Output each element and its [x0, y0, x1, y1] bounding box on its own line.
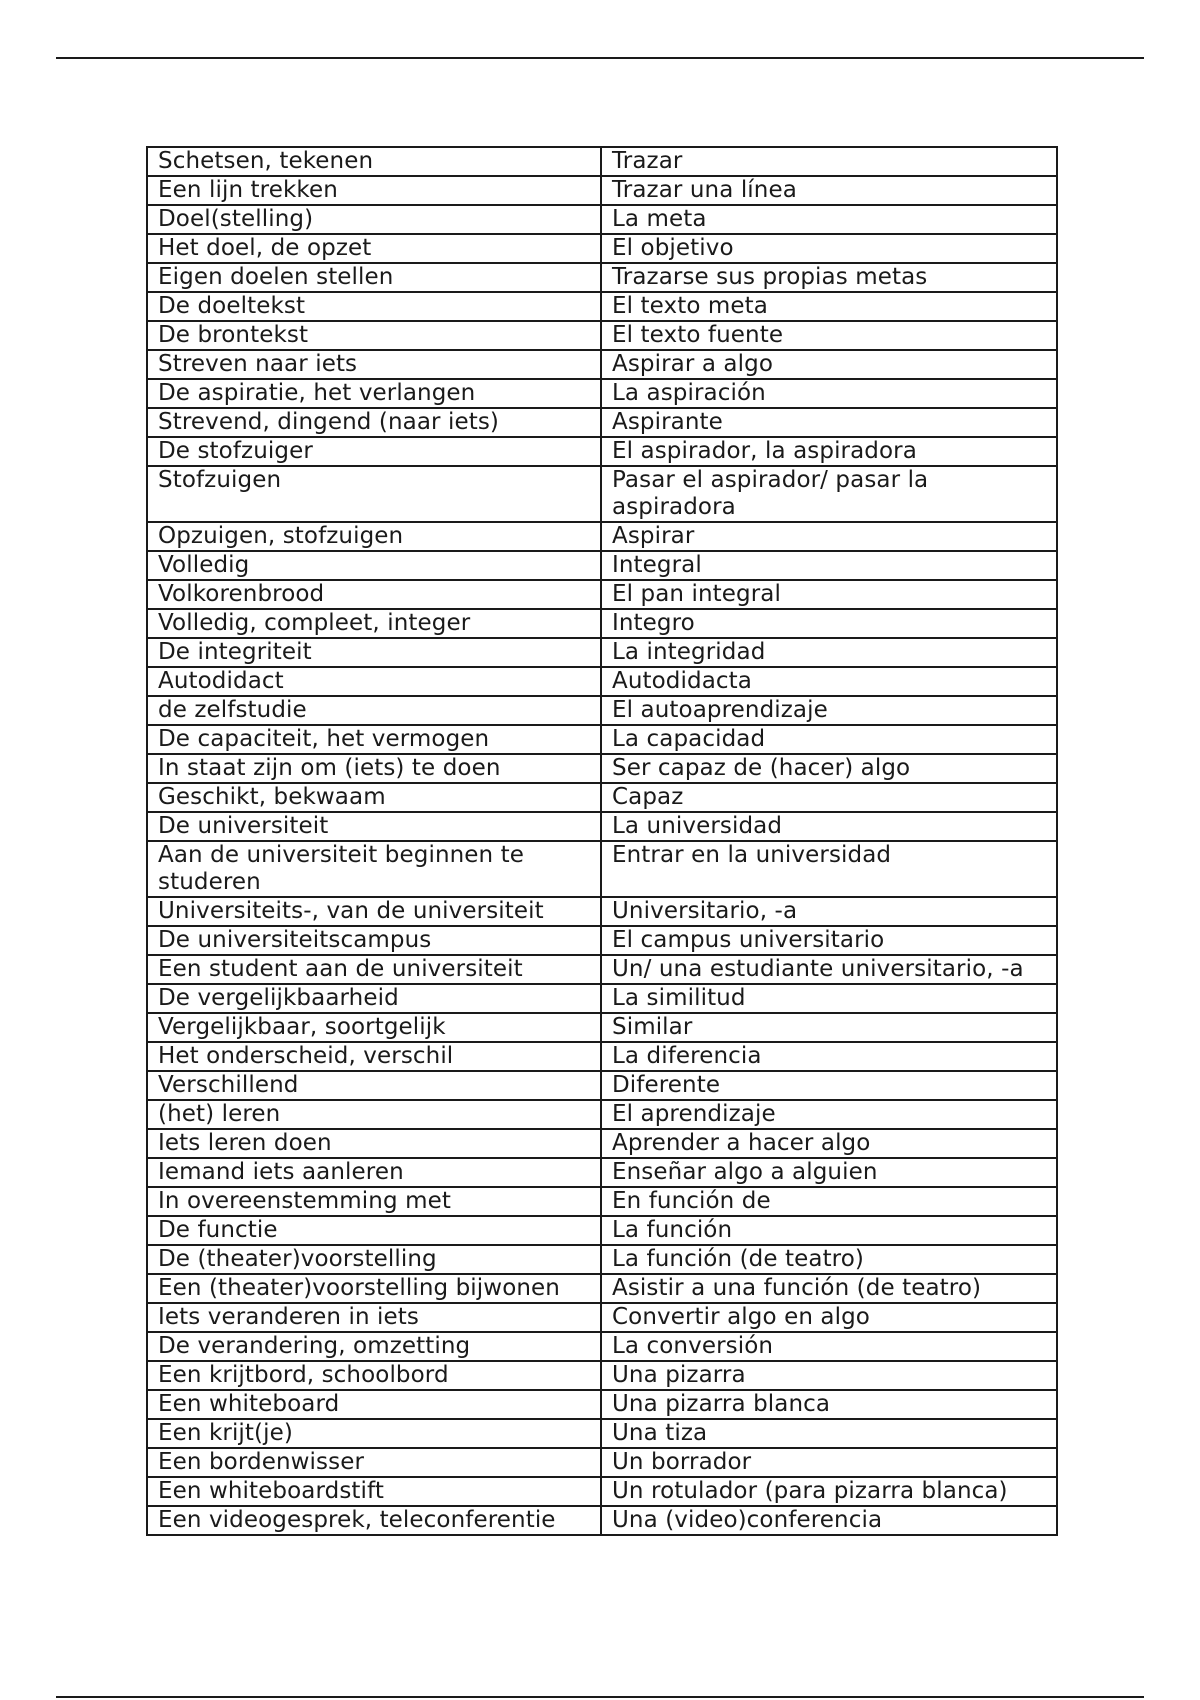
- spanish-term: La integridad: [601, 638, 1057, 667]
- dutch-term: Schetsen, tekenen: [147, 147, 601, 176]
- dutch-term: Een (theater)voorstelling bijwonen: [147, 1274, 601, 1303]
- table-row: [147, 1013, 1057, 1042]
- dutch-term: (het) leren: [147, 1100, 601, 1129]
- dutch-term: De integriteit: [147, 638, 601, 667]
- spanish-term: Aprender a hacer algo: [601, 1129, 1057, 1158]
- dutch-term: Universiteits-, van de universiteit: [147, 897, 601, 926]
- dutch-term: Autodidact: [147, 667, 601, 696]
- spanish-term: Integral: [601, 551, 1057, 580]
- table-row: [147, 1390, 1057, 1419]
- spanish-term: Una pizarra blanca: [601, 1390, 1057, 1419]
- dutch-term: De verandering, omzetting: [147, 1332, 601, 1361]
- spanish-term: Capaz: [601, 783, 1057, 812]
- table-row: [147, 1361, 1057, 1390]
- spanish-term: La capacidad: [601, 725, 1057, 754]
- dutch-term: De brontekst: [147, 321, 601, 350]
- dutch-term: Een bordenwisser: [147, 1448, 601, 1477]
- table-row: [147, 321, 1057, 350]
- table-row: [147, 205, 1057, 234]
- spanish-term: Ser capaz de (hacer) algo: [601, 754, 1057, 783]
- table-row: [147, 897, 1057, 926]
- dutch-term: Het onderscheid, verschil: [147, 1042, 601, 1071]
- spanish-term: La conversión: [601, 1332, 1057, 1361]
- spanish-term: Convertir algo en algo: [601, 1303, 1057, 1332]
- dutch-term: De stofzuiger: [147, 437, 601, 466]
- spanish-term: Integro: [601, 609, 1057, 638]
- table-row: [147, 1071, 1057, 1100]
- table-row: [147, 955, 1057, 984]
- table-row: [147, 1506, 1057, 1535]
- table-row: [147, 1303, 1057, 1332]
- table-row: [147, 522, 1057, 551]
- spanish-term: Autodidacta: [601, 667, 1057, 696]
- dutch-term: Volledig, compleet, integer: [147, 609, 601, 638]
- spanish-term: La meta: [601, 205, 1057, 234]
- spanish-term: Aspirante: [601, 408, 1057, 437]
- spanish-term: Una (video)conferencia: [601, 1506, 1057, 1535]
- table-row: [147, 147, 1057, 176]
- dutch-term: Een videogesprek, teleconferentie: [147, 1506, 601, 1535]
- spanish-term: Pasar el aspirador/ pasar la aspiradora: [601, 466, 1057, 522]
- dutch-term: Een whiteboardstift: [147, 1477, 601, 1506]
- dutch-term: Vergelijkbaar, soortgelijk: [147, 1013, 601, 1042]
- dutch-term: De doeltekst: [147, 292, 601, 321]
- spanish-term: La universidad: [601, 812, 1057, 841]
- spanish-term: Enseñar algo a alguien: [601, 1158, 1057, 1187]
- spanish-term: El texto fuente: [601, 321, 1057, 350]
- spanish-term: Una tiza: [601, 1419, 1057, 1448]
- dutch-term: In staat zijn om (iets) te doen: [147, 754, 601, 783]
- dutch-term: Iemand iets aanleren: [147, 1158, 601, 1187]
- table-row: [147, 1332, 1057, 1361]
- table-row: [147, 667, 1057, 696]
- spanish-term: Un borrador: [601, 1448, 1057, 1477]
- spanish-term: El pan integral: [601, 580, 1057, 609]
- dutch-term: De (theater)voorstelling: [147, 1245, 601, 1274]
- dutch-term: Geschikt, bekwaam: [147, 783, 601, 812]
- table-row: [147, 609, 1057, 638]
- table-row: [147, 551, 1057, 580]
- table-row: [147, 841, 1057, 897]
- dutch-term: De aspiratie, het verlangen: [147, 379, 601, 408]
- spanish-term: Una pizarra: [601, 1361, 1057, 1390]
- spanish-term: Trazarse sus propias metas: [601, 263, 1057, 292]
- spanish-term: El texto meta: [601, 292, 1057, 321]
- spanish-term: El autoaprendizaje: [601, 696, 1057, 725]
- spanish-term: La aspiración: [601, 379, 1057, 408]
- spanish-term: Similar: [601, 1013, 1057, 1042]
- dutch-term: Verschillend: [147, 1071, 601, 1100]
- table-row: [147, 176, 1057, 205]
- dutch-term: Een student aan de universiteit: [147, 955, 601, 984]
- dutch-term: Een krijt(je): [147, 1419, 601, 1448]
- spanish-term: El aprendizaje: [601, 1100, 1057, 1129]
- spanish-term: El campus universitario: [601, 926, 1057, 955]
- table-row: [147, 638, 1057, 667]
- table-row: [147, 1448, 1057, 1477]
- dutch-term: De capaciteit, het vermogen: [147, 725, 601, 754]
- table-row: [147, 1158, 1057, 1187]
- dutch-term: In overeenstemming met: [147, 1187, 601, 1216]
- table-row: [147, 263, 1057, 292]
- spanish-term: Asistir a una función (de teatro): [601, 1274, 1057, 1303]
- dutch-term: de zelfstudie: [147, 696, 601, 725]
- table-row: [147, 783, 1057, 812]
- table-row: [147, 1129, 1057, 1158]
- spanish-term: Universitario, -a: [601, 897, 1057, 926]
- table-row: [147, 926, 1057, 955]
- dutch-term: Streven naar iets: [147, 350, 601, 379]
- table-row: [147, 754, 1057, 783]
- table-row: [147, 580, 1057, 609]
- dutch-term: Volledig: [147, 551, 601, 580]
- dutch-term: De functie: [147, 1216, 601, 1245]
- table-row: [147, 984, 1057, 1013]
- table-row: [147, 379, 1057, 408]
- table-row: [147, 725, 1057, 754]
- spanish-term: La función: [601, 1216, 1057, 1245]
- table-row: [147, 292, 1057, 321]
- table-row: [147, 1042, 1057, 1071]
- spanish-term: En función de: [601, 1187, 1057, 1216]
- spanish-term: Aspirar: [601, 522, 1057, 551]
- dutch-term: Aan de universiteit beginnen te studeren: [147, 841, 601, 897]
- dutch-term: De universiteit: [147, 812, 601, 841]
- table-row: [147, 466, 1057, 522]
- dutch-term: Stofzuigen: [147, 466, 601, 522]
- table-row: [147, 408, 1057, 437]
- spanish-term: La similitud: [601, 984, 1057, 1013]
- vocabulary-table: [146, 146, 1058, 1536]
- dutch-term: Een whiteboard: [147, 1390, 601, 1419]
- spanish-term: Entrar en la universidad: [601, 841, 1057, 897]
- dutch-term: Iets leren doen: [147, 1129, 601, 1158]
- table-row: [147, 437, 1057, 466]
- vocabulary-table-body: [147, 147, 1057, 1535]
- table-row: [147, 1100, 1057, 1129]
- dutch-term: Eigen doelen stellen: [147, 263, 601, 292]
- table-row: [147, 1216, 1057, 1245]
- top-rule: [56, 57, 1144, 59]
- bottom-rule: [56, 1696, 1144, 1698]
- table-row: [147, 1187, 1057, 1216]
- dutch-term: Een krijtbord, schoolbord: [147, 1361, 601, 1390]
- spanish-term: El aspirador, la aspiradora: [601, 437, 1057, 466]
- spanish-term: El objetivo: [601, 234, 1057, 263]
- dutch-term: Het doel, de opzet: [147, 234, 601, 263]
- table-row: [147, 234, 1057, 263]
- dutch-term: Een lijn trekken: [147, 176, 601, 205]
- table-row: [147, 1419, 1057, 1448]
- table-row: [147, 350, 1057, 379]
- spanish-term: Trazar: [601, 147, 1057, 176]
- dutch-term: Strevend, dingend (naar iets): [147, 408, 601, 437]
- spanish-term: Un rotulador (para pizarra blanca): [601, 1477, 1057, 1506]
- table-row: [147, 696, 1057, 725]
- spanish-term: La función (de teatro): [601, 1245, 1057, 1274]
- dutch-term: Opzuigen, stofzuigen: [147, 522, 601, 551]
- spanish-term: Trazar una línea: [601, 176, 1057, 205]
- dutch-term: Volkorenbrood: [147, 580, 601, 609]
- spanish-term: Aspirar a algo: [601, 350, 1057, 379]
- spanish-term: Diferente: [601, 1071, 1057, 1100]
- dutch-term: Iets veranderen in iets: [147, 1303, 601, 1332]
- table-row: [147, 812, 1057, 841]
- spanish-term: Un/ una estudiante universitario, -a: [601, 955, 1057, 984]
- dutch-term: De vergelijkbaarheid: [147, 984, 601, 1013]
- spanish-term: La diferencia: [601, 1042, 1057, 1071]
- table-row: [147, 1245, 1057, 1274]
- table-row: [147, 1477, 1057, 1506]
- dutch-term: De universiteitscampus: [147, 926, 601, 955]
- dutch-term: Doel(stelling): [147, 205, 601, 234]
- table-row: [147, 1274, 1057, 1303]
